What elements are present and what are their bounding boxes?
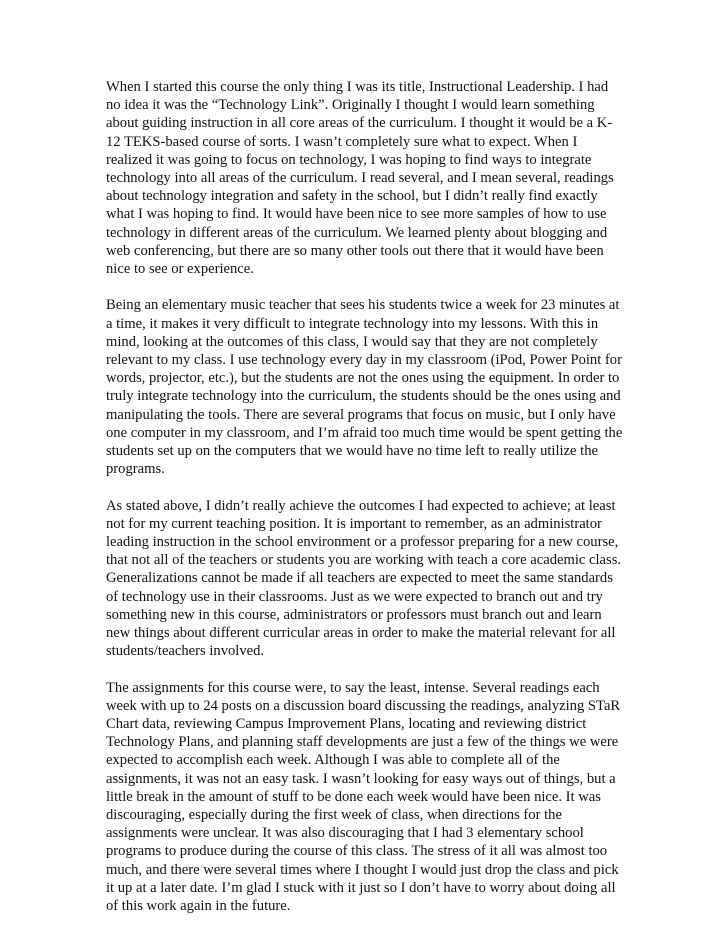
paragraph-4: The assignments for this course were, to say the least, intense. Several readings each week with up to 24 posts on a discussion board discussing the readings, analyzing STaR Chart data, reviewing Campus Improvement Plans, locating and reviewing district Technology Plans, and planning staff developments are just a few of the things we were expected to accomplish each week. Although I was able to complete all of the assignments, it was not an easy task. I wasn’t looking for easy ways out of things, but a little break in the amount of stuff to be done each week would have been nice. It was discouraging, especially during the first week of class, when directions for the assignments were unclear. It was also discouraging that I had 3 elementary school programs to produce during the course of this class. The stress of it all was almost too much, and there were several times where I thought I would just drop the class and pick it up at a later date. I’m glad I stuck with it just so I don’t have to worry about doing all of this work again in the future. [106,679,621,915]
paragraph-2: Being an elementary music teacher that sees his students twice a week for 23 minutes at a time, it makes it very difficult to integrate technology into my lessons. With this in mind, looking at the outcomes of this class, I would say that they are not completely relevant to my class. I use technology every day in my classroom (iPod, Power Point for words, projector, etc.), but the students are not the ones using the equipment. In order to truly integrate technology into the curriculum, the students should be the ones using and manipulating the tools. There are several programs that focus on music, but I only have one computer in my classroom, and I’m afraid too much time would be spent getting the students set up on the computers that we would have no time left to really utilize the programs. [106,297,623,478]
document-page [106,78,626,933]
paragraph-1: When I started this course the only thing I was its title, Instructional Leadership. I had no idea it was the “Technology Link”. Originally I thought I would learn something about guiding instruction in all core areas of the curriculum. I thought it would be a K-12 TEKS-based course of sorts. I wasn’t completely sure what to expect. When I realized it was going to focus on technology, I was hoping to find ways to integrate technology into all areas of the curriculum. I read several, and I mean several, readings about technology integration and safety in the school, but I didn’t really find exactly what I was hoping to find. It would have been nice to see more samples of how to use technology in different areas of the curriculum. We learned plenty about blogging and web conferencing, but there are so many other tools out there that it would have been nice to see or experience. [106,79,614,278]
paragraph-3: As stated above, I didn’t really achieve the outcomes I had expected to achieve; at least not for my current teaching position. It is important to remember, as an administrator leading instruction in the school environment or a professor preparing for a new course, that not all of the teachers or students you are working with teach a core academic class. Generalizations cannot be made if all teachers are expected to meet the same standards of technology use in their classrooms. Just as we were expected to branch out and try something new in this course, administrators or professors must branch out and learn new things about different curricular areas in order to make the material relevant for all students/teachers involved. [106,497,622,660]
